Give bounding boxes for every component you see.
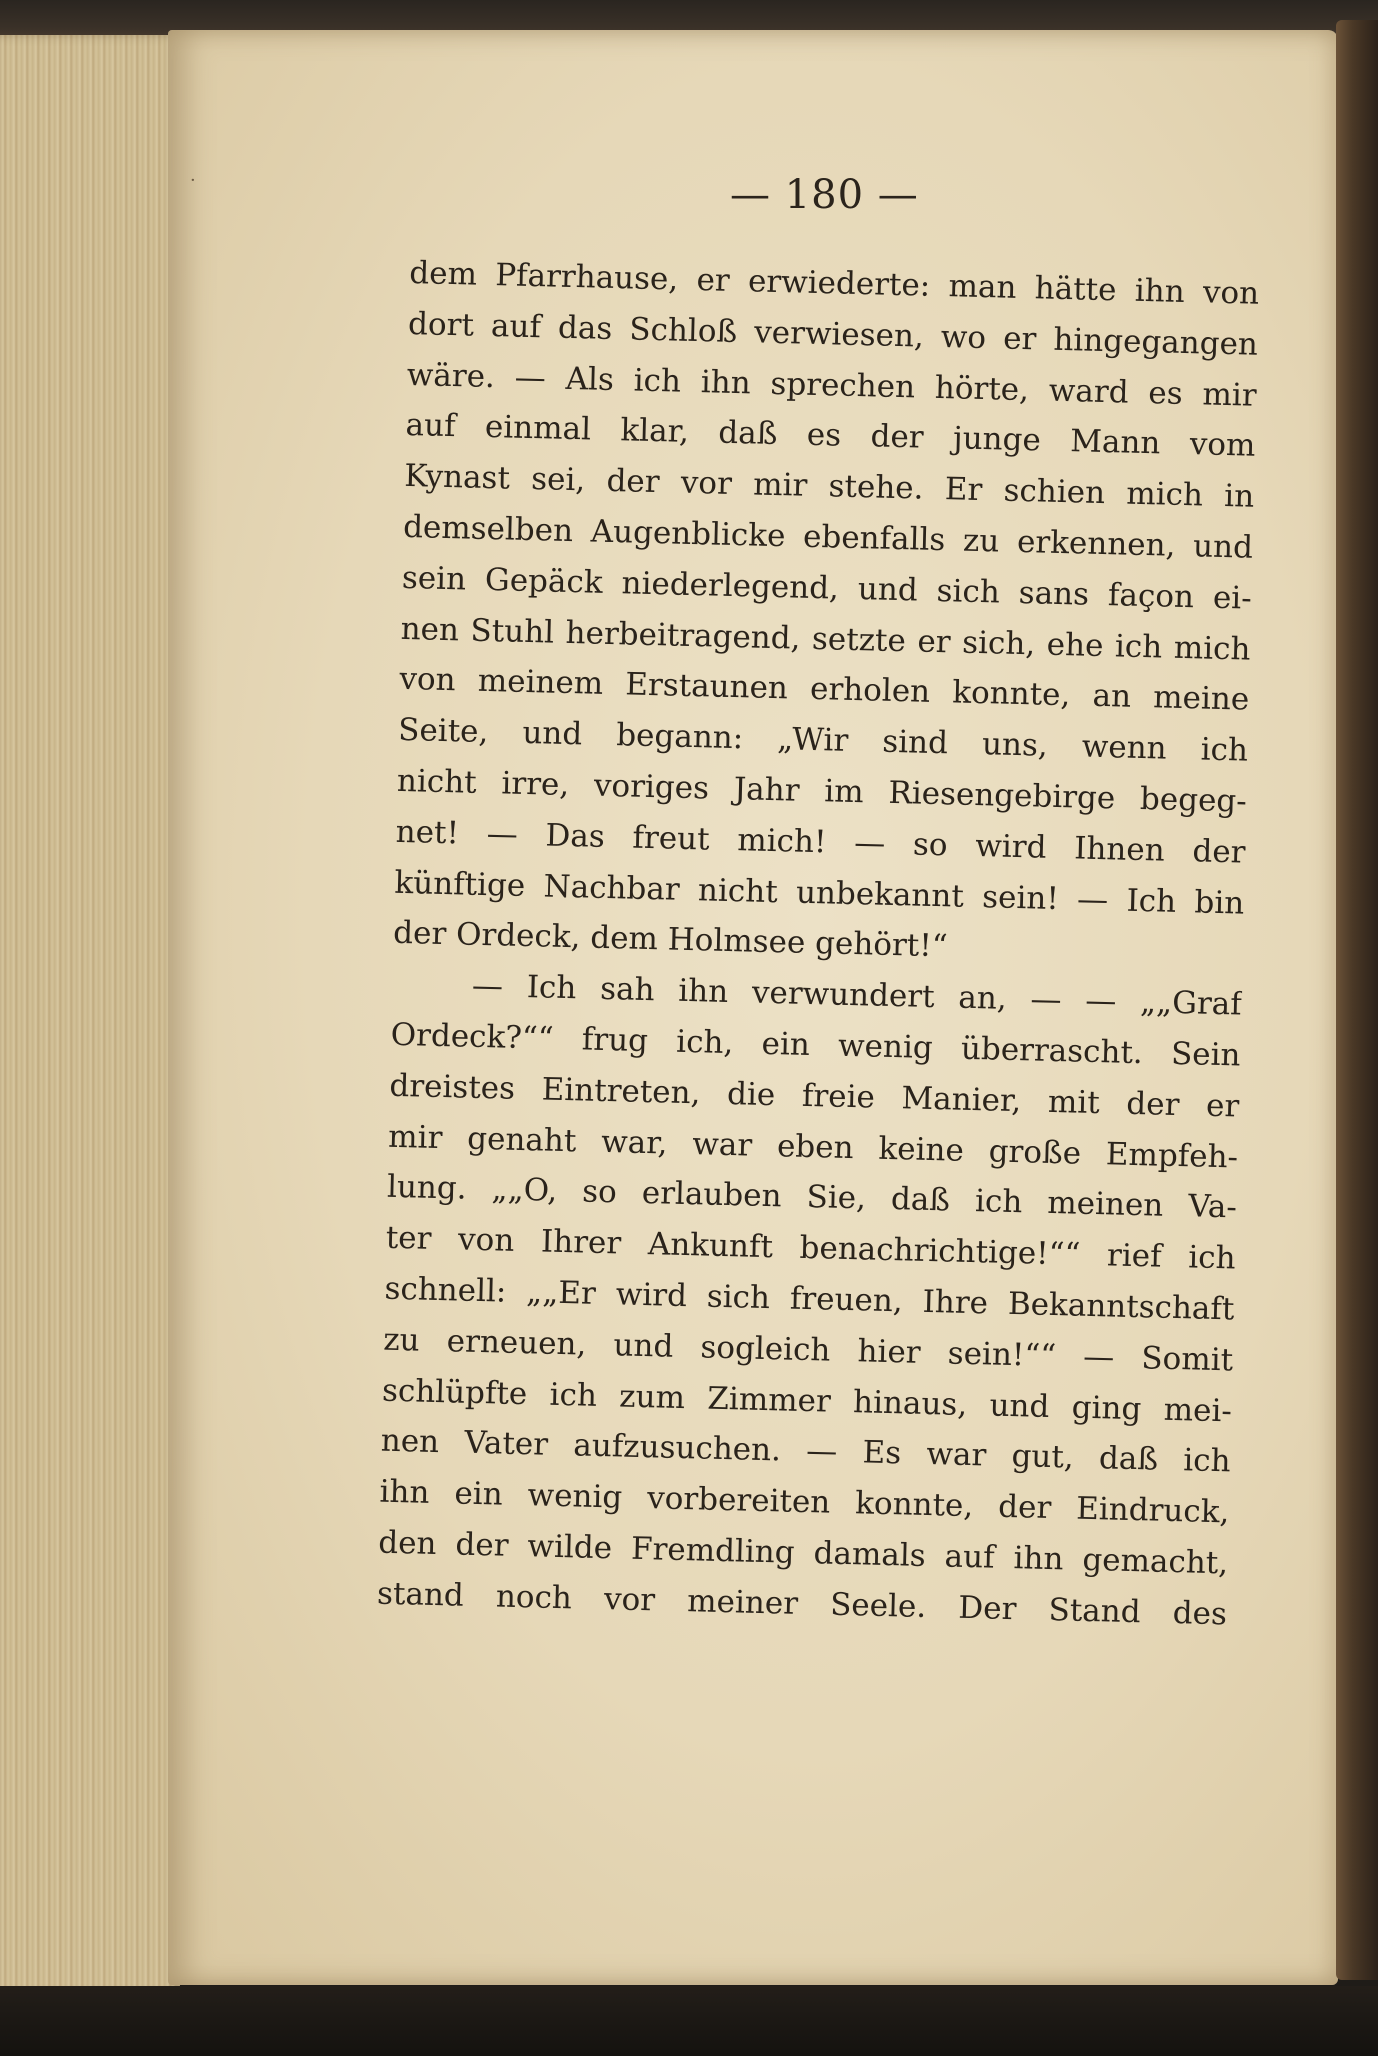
text-line: wäre. — Als ich ihn sprechen hörte, ward es mir [406, 356, 1258, 414]
text-line: nen Stuhl herbeitragend, setzte er sich, ehe ich mich [400, 610, 1251, 668]
text-line: schnell: „„Er wird sich freuen, Ihre Bekanntschaft [384, 1270, 1235, 1328]
text-line: Ordeck?““ frug ich, ein wenig überrascht. Sein [390, 1016, 1241, 1074]
text-line: dort auf das Schloß verwiesen, wo er hingegangen [407, 305, 1259, 363]
text-line: — Ich sah ihn verwundert an, — — „„Graf [471, 967, 1243, 1023]
text-line: Seite, und begann: „Wir sind uns, wenn ich [397, 712, 1249, 769]
book-cover-bottom [0, 1986, 1378, 2056]
text-line: auf einmal klar, daß es der junge Mann vom [405, 407, 1256, 465]
text-line: ihn ein wenig vorbereiten konnte, der Eindruck, [379, 1473, 1230, 1531]
text-line: nicht irre, voriges Jahr im Riesengebirge begeg- [396, 762, 1248, 820]
text-line: mir genaht war, war eben keine große Empfeh- [387, 1118, 1239, 1176]
page-stack-edges [0, 35, 180, 1995]
text-line: ter von Ihrer Ankunft benachrichtige!““ rief ich [385, 1219, 1236, 1277]
text-line: lung. „„O, so erlauben Sie, daß ich meinen Va- [386, 1169, 1238, 1226]
text-line: künftige Nachbar nicht unbekannt sein! — Ich bin [394, 864, 1245, 922]
text-line: zu erneuen, und sogleich hier sein!““ — Somit [382, 1321, 1234, 1379]
text-line: den der wilde Fremdling damals auf ihn gemacht, [377, 1524, 1229, 1582]
text-line: dreistes Eintreten, die freie Manier, mit der er [389, 1067, 1240, 1125]
page-number: — 180 — [730, 172, 919, 218]
text-line: nen Vater aufzusuchen. — Es war gut, daß ich [380, 1422, 1232, 1480]
text-line: net! — Das freut mich! — so wird Ihnen der [395, 813, 1246, 871]
text-line: schlüpfte ich zum Zimmer hinaus, und ging mei- [381, 1372, 1233, 1429]
text-line: der Ordeck, dem Holmsee gehört!“ [392, 915, 948, 965]
text-line: von meinem Erstaunen erholen konnte, an meine [399, 661, 1250, 719]
page-speck: · [190, 170, 196, 191]
text-line: sein Gepäck niederlegend, und sich sans façon ei- [401, 559, 1253, 617]
text-line: demselben Augenblicke ebenfalls zu erkennen, und [402, 508, 1254, 566]
page-text [376, 248, 1269, 1640]
text-line: dem Pfarrhause, er erwiederte: man hätte ihn von [408, 254, 1260, 312]
text-line: Kynast sei, der vor mir stehe. Er schien mich in [403, 458, 1255, 515]
book-cover-right [1336, 20, 1378, 1980]
text-line: stand noch vor meiner Seele. Der Stand des [376, 1575, 1228, 1633]
